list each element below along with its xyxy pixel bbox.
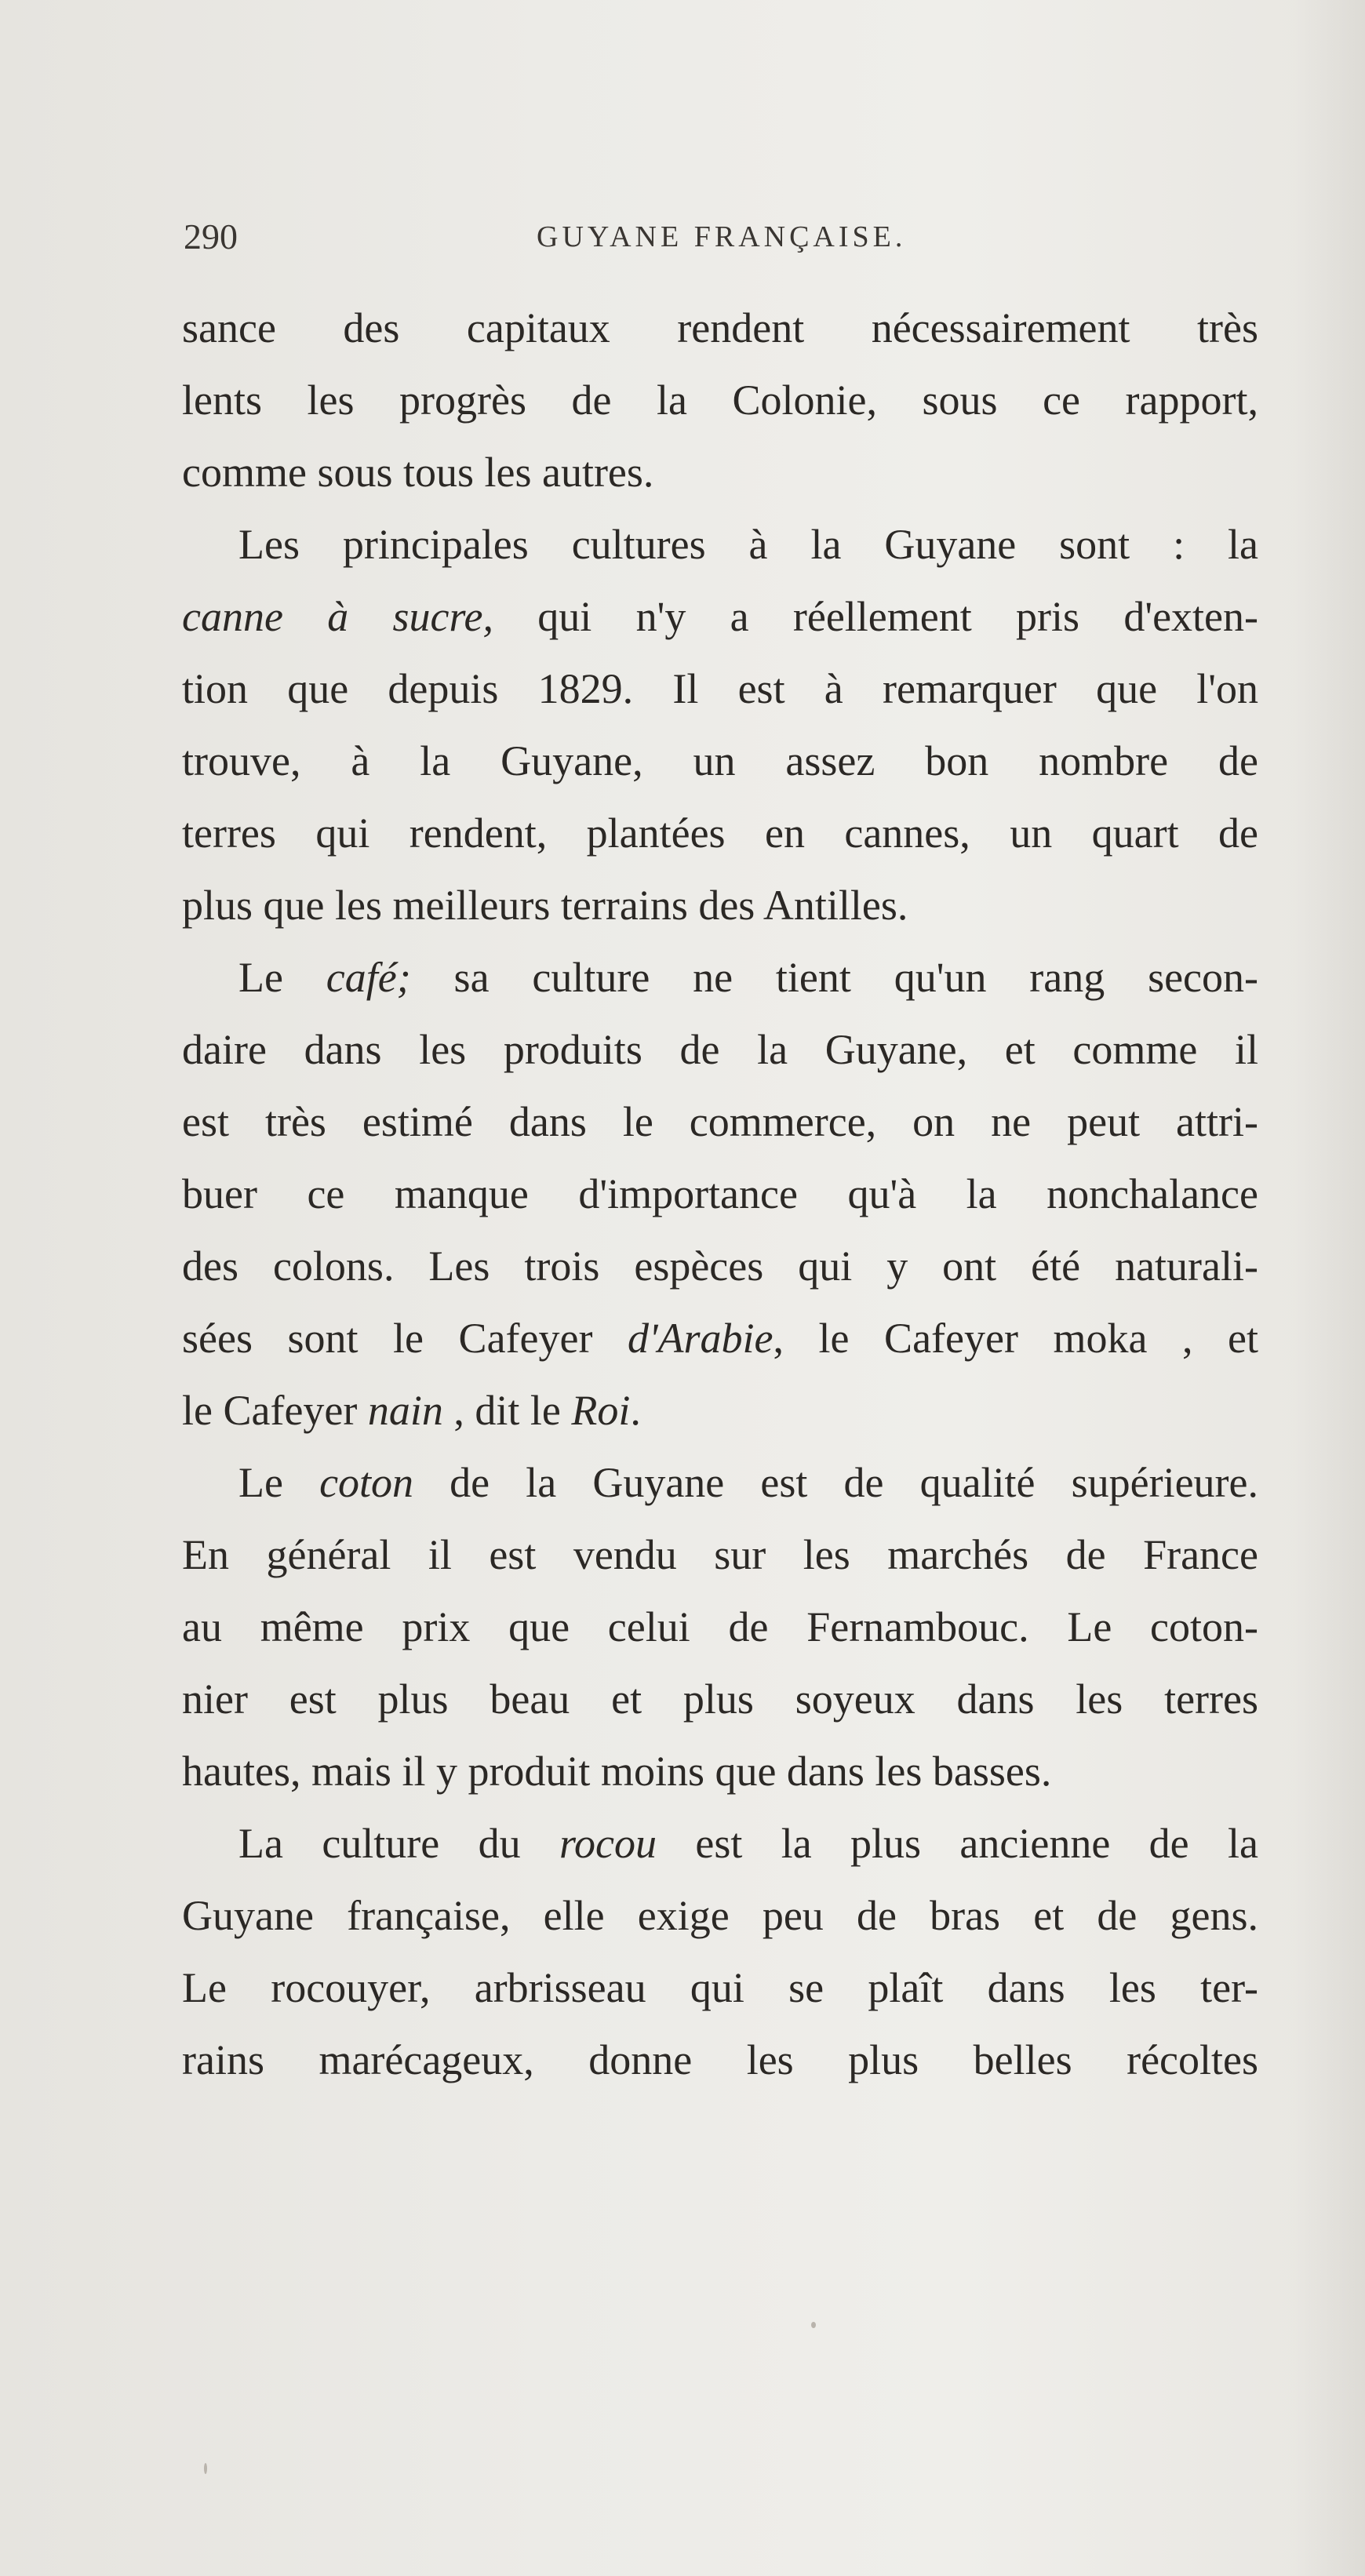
paragraph-start-line: Le café; sa culture ne tient qu'un rang secon- — [238, 954, 1258, 1001]
page-number: 290 — [184, 216, 238, 257]
text-line: buer ce manque d'importance qu'à la nonchalance — [182, 1170, 1258, 1217]
paper-speck — [811, 2322, 816, 2328]
body-text — [182, 292, 1258, 2096]
page-header — [184, 213, 1266, 260]
text-line: sées sont le Cafeyer d'Arabie, le Cafeyer moka , et — [182, 1315, 1258, 1362]
paragraph-end-line: comme sous tous les autres. — [182, 449, 654, 496]
text-line: terres qui rendent, plantées en cannes, un quart de — [182, 810, 1258, 857]
paragraph-end-line: hautes, mais il y produit moins que dans les basses. — [182, 1748, 1052, 1795]
text-line: rains marécageux, donne les plus belles récoltes — [182, 2036, 1258, 2083]
paragraph-start-line: Les principales cultures à la Guyane sont : la — [238, 521, 1258, 568]
text-line: En général il est vendu sur les marchés de France — [182, 1531, 1258, 1578]
text-line: Le rocouyer, arbrisseau qui se plaît dans les ter- — [182, 1964, 1258, 2011]
italic-term: canne à sucre, — [182, 593, 493, 640]
text-line: daire dans les produits de la Guyane, et comme il — [182, 1026, 1258, 1073]
paragraph-end-line: plus que les meilleurs terrains des Antilles. — [182, 882, 908, 929]
text-line: trouve, à la Guyane, un assez bon nombre de — [182, 737, 1258, 784]
text-line: Guyane française, elle exige peu de bras et de gens. — [182, 1892, 1258, 1939]
text-line: sance des capitaux rendent nécessairement très — [182, 304, 1258, 351]
italic-term: coton — [319, 1459, 414, 1506]
italic-term: rocou — [559, 1820, 657, 1867]
running-title: GUYANE FRANÇAISE. — [537, 220, 907, 253]
paragraph-end-line: le Cafeyer nain , dit le Roi. — [182, 1387, 641, 1434]
italic-term: café; — [326, 954, 411, 1001]
text-line: des colons. Les trois espèces qui y ont été naturali- — [182, 1243, 1258, 1290]
paragraph-start-line: Le coton de la Guyane est de qualité supérieure. — [238, 1459, 1258, 1506]
text-line: tion que depuis 1829. Il est à remarquer que l'on — [182, 665, 1258, 712]
text-line: nier est plus beau et plus soyeux dans les terres — [182, 1675, 1258, 1723]
text-line: canne à sucre, qui n'y a réellement pris d'exten- — [182, 593, 1258, 640]
paper-speck — [204, 2463, 207, 2474]
italic-term: Roi — [571, 1387, 631, 1434]
text-line: est très estimé dans le commerce, on ne peut attri- — [182, 1098, 1258, 1145]
italic-term: nain — [367, 1387, 443, 1434]
text-line: lents les progrès de la Colonie, sous ce rapport, — [182, 377, 1258, 424]
paragraph-start-line: La culture du rocou est la plus ancienne de la — [238, 1820, 1258, 1867]
italic-term: d'Arabie — [627, 1315, 774, 1362]
text-line: au même prix que celui de Fernambouc. Le coton- — [182, 1603, 1258, 1650]
